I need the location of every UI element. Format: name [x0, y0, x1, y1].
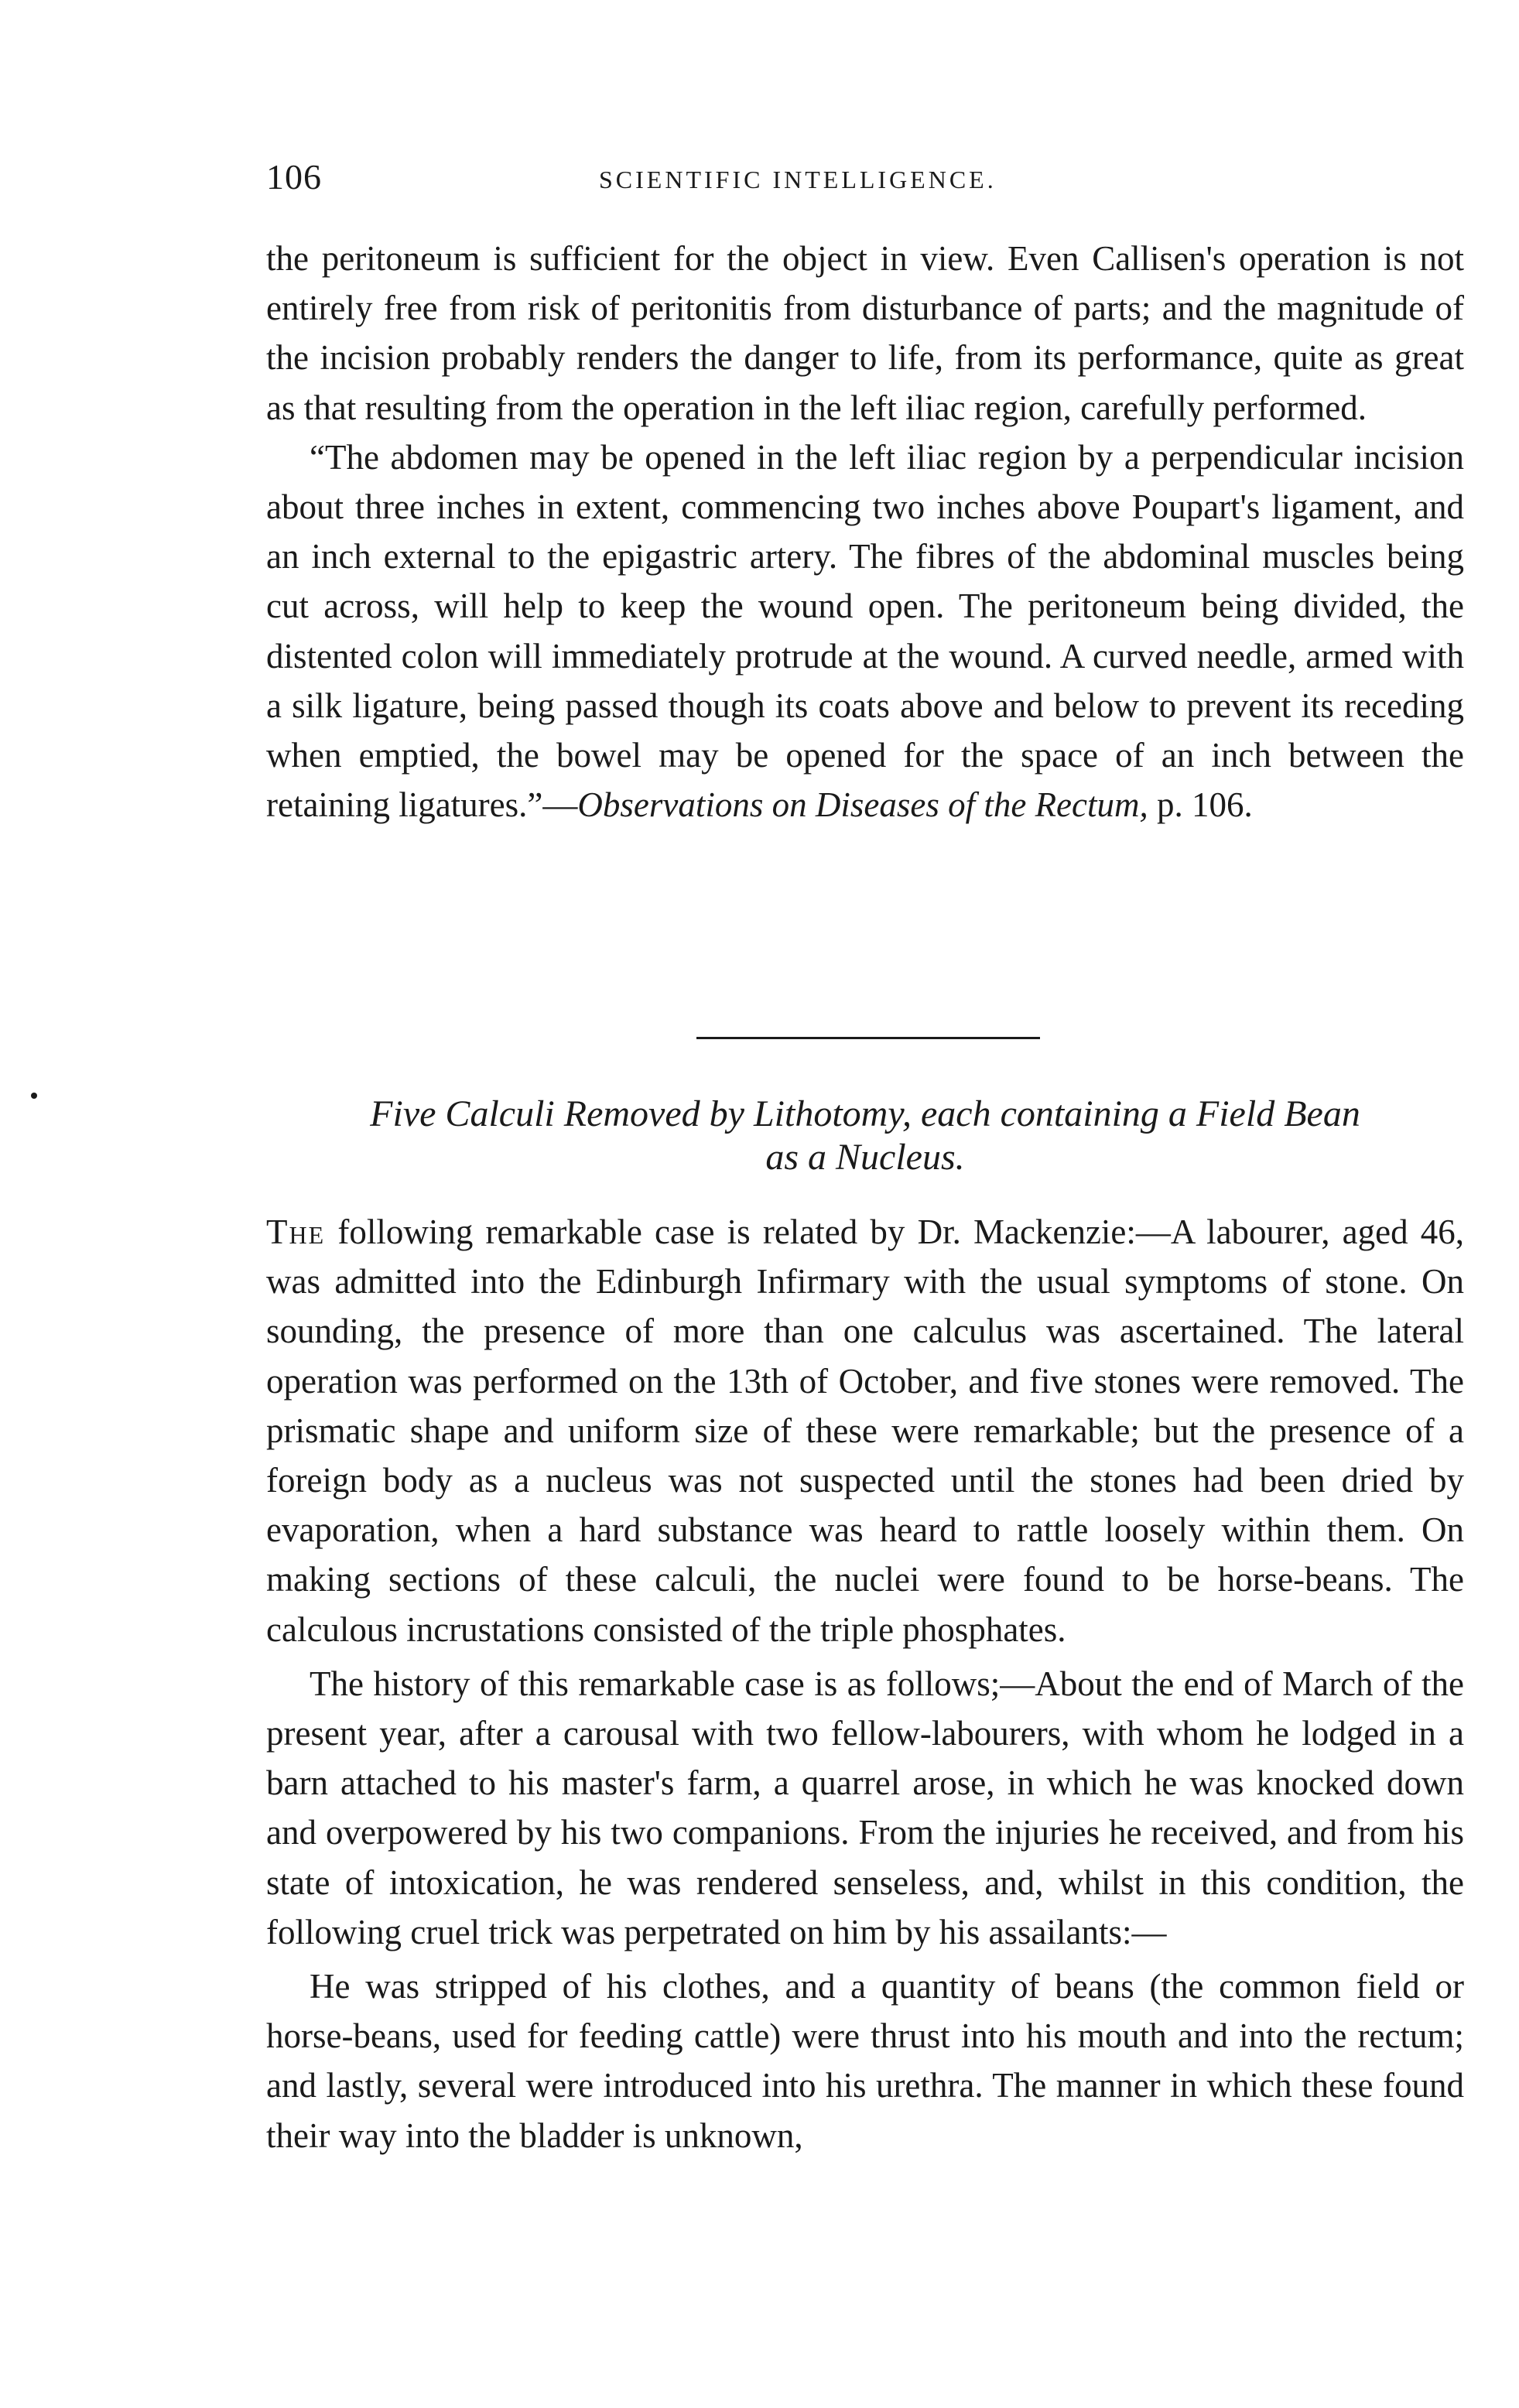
citation-title: Observations on Diseases of the Rectum,	[577, 785, 1148, 825]
running-head	[266, 156, 1473, 203]
section-paragraph-2-text: The history of this remarkable case is as follows;—About the end of March of the present year, after a carousal with two fellow-labourers, with whom he lodged in a barn attached to his master's farm, a quarrel arose, in which he was knocked down and overpowered by his two companions. From the injuries he received, and from his state of intoxication, he was rendered senseless, and, whilst in this condition, the following cruel trick was perpetrated on him by his assailants:—	[266, 1664, 1464, 1951]
quoted-paragraph-text: “The abdomen may be opened in the left iliac region by a perpendicular incision about three inches in extent, commencing two inches above Poupart's ligament, and an inch external to the epigastric artery. The fibres of the abdominal muscles being cut across, will help to keep the wound open. The peritoneum being divided, the distented colon will immediately protrude at the wound. A curved needle, armed with a silk ligature, being passed though its coats above and below to prevent its receding when emptied, the bowel may be opened for the space of an inch between the retaining ligatures.”—	[266, 437, 1464, 825]
section-paragraph-1	[266, 1207, 1464, 1654]
intro-paragraph-text: the peritoneum is sufficient for the object in view. Even Callisen's operation is not entirely free from risk of peritonitis from disturbance of parts; and the magnitude of the incision probably renders the danger to life, from its performance, quite as great as that resulting from the operation in the left iliac region, carefully performed.	[266, 239, 1464, 427]
intro-text-block	[266, 234, 1464, 829]
page-number: 106	[266, 157, 322, 197]
section-heading-line1: Five Calculi Removed by Lithotomy, each containing a Field Bean	[370, 1093, 1360, 1134]
margin-dot	[31, 1093, 37, 1099]
section-heading	[266, 1093, 1464, 1179]
intro-paragraph	[266, 234, 1464, 433]
section-divider	[696, 1037, 1040, 1039]
running-title: SCIENTIFIC INTELLIGENCE.	[599, 166, 997, 193]
section-paragraph-1-text: following remarkable case is related by Dr. Mackenzie:—A labourer, aged 46, was admitted into the Edinburgh Infirmary with the usual symptoms of stone. On sounding, the presence of more than one calculus was ascertained. The lateral operation was performed on the 13th of October, and five stones were removed. The prismatic shape and uniform size of these were remarkable; but the presence of a foreign body as a nucleus was not suspected until the stones had been dried by evaporation, when a hard substance was heard to rattle loosely within them. On making sections of these calculi, the nuclei were found to be horse-beans. The calculous incrustations consisted of the triple phosphates.	[266, 1213, 1464, 1649]
quoted-paragraph	[266, 433, 1464, 830]
section-paragraph-3	[266, 1962, 1464, 2160]
section-paragraph-2	[266, 1659, 1464, 1957]
section-paragraph-3-text: He was stripped of his clothes, and a quantity of beans (the common field or horse-beans, used for feeding cattle) were thrust into his mouth and into the rectum; and lastly, several were introduced into his urethra. The manner in which these found their way into the bladder is unknown,	[266, 1967, 1464, 2155]
section-text-block	[266, 1207, 1464, 2160]
section-lead-word: The	[266, 1213, 326, 1251]
section-heading-line2: as a Nucleus.	[765, 1137, 965, 1178]
citation-page: p. 106.	[1148, 785, 1253, 825]
